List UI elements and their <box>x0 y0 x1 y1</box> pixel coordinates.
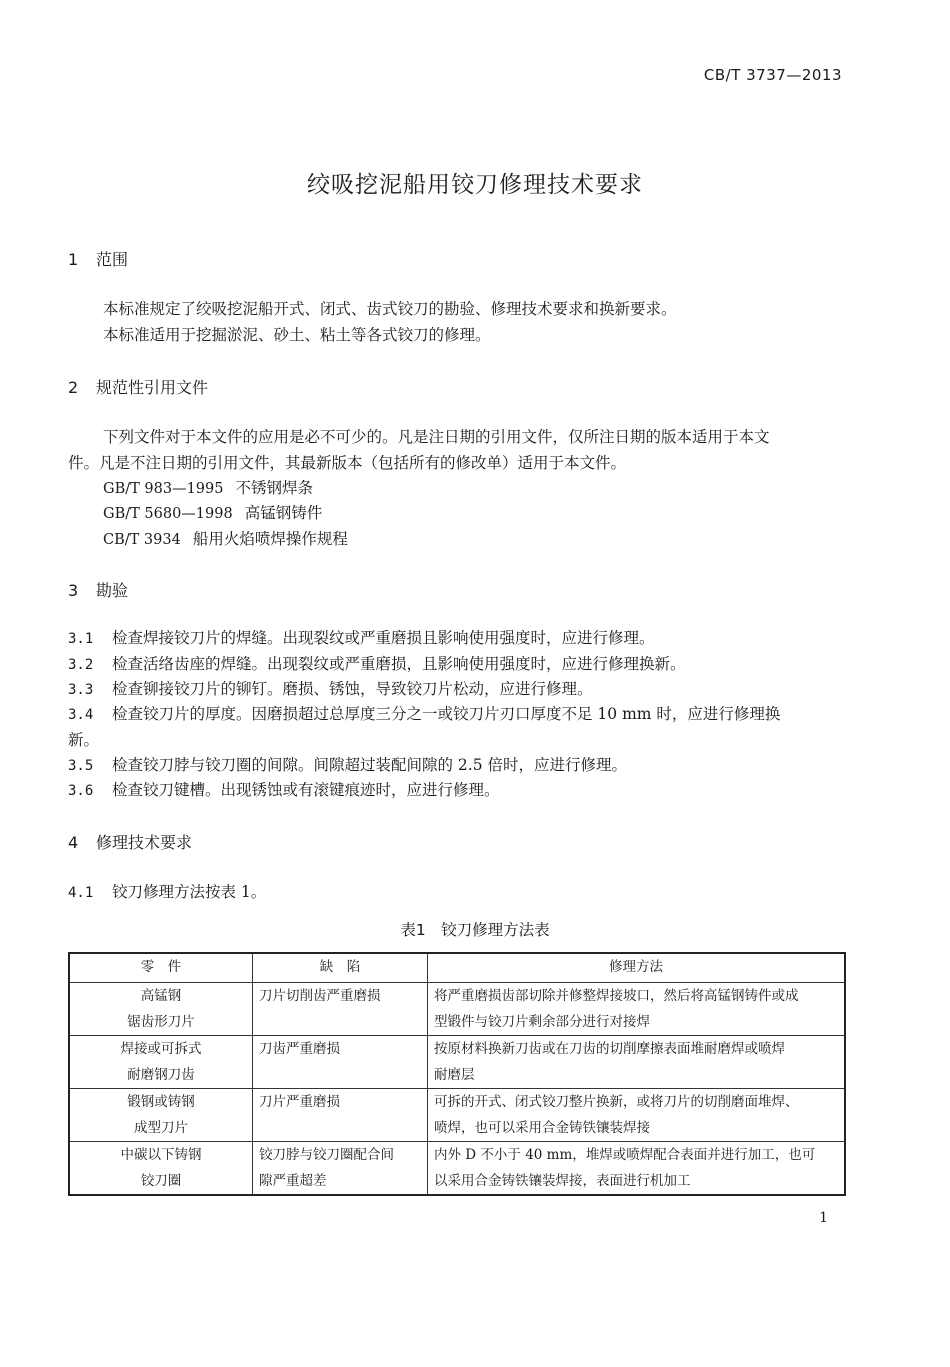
clause-number: 3.6 <box>68 783 94 799</box>
clause-item <box>68 652 686 674</box>
reference-item <box>103 476 313 498</box>
cell-line: 按原材料换新刀齿或在刀齿的切削摩擦表面堆耐磨焊或喷焊 <box>434 1041 785 1057</box>
section-title: 勘验 <box>96 581 129 600</box>
part-cell <box>69 1036 253 1089</box>
defect-cell <box>253 1142 428 1196</box>
section-number: 2 <box>68 378 79 397</box>
cell-line: 以采用合金铸铁镶装焊接，表面进行机加工 <box>434 1173 691 1189</box>
paragraph: 本标准规定了绞吸挖泥船开式、闭式、齿式铰刀的勘验、修理技术要求和换新要求。 <box>103 300 677 318</box>
clause-text: 检查铰刀脖与铰刀圈的间隙。间隙超过装配间隙的 2.5 倍时，应进行修理。 <box>112 756 628 774</box>
repair-method-table <box>68 952 846 1196</box>
table-row <box>69 1142 845 1196</box>
cell-line: 铰刀脖与铰刀圈配合间 <box>259 1147 394 1163</box>
cell-line: 喷焊，也可以采用合金铸铁镶装焊接 <box>434 1120 650 1136</box>
reference-name: 船用火焰喷焊操作规程 <box>192 530 348 548</box>
section-2-heading <box>68 375 208 398</box>
method-cell <box>428 1142 846 1196</box>
cell-line: 型锻件与铰刀片剩余部分进行对接焊 <box>434 1014 650 1030</box>
cell-line: 锯齿形刀片 <box>127 1014 195 1030</box>
cell-line: 锻钢或铸钢 <box>127 1094 195 1110</box>
cell-line: 将严重磨损齿部切除并修整焊接坡口，然后将高锰钢铸件或成 <box>434 988 799 1004</box>
table-header-row <box>69 953 845 983</box>
section-number: 3 <box>68 581 79 600</box>
section-title: 修理技术要求 <box>96 833 193 852</box>
paragraph: 本标准适用于挖掘淤泥、砂土、粘土等各式铰刀的修理。 <box>103 326 491 344</box>
method-cell <box>428 983 846 1036</box>
reference-item <box>103 501 322 523</box>
clause-item <box>68 626 655 648</box>
clause-number: 4.1 <box>68 885 94 901</box>
paragraph-continuation: 件。凡是不注日期的引用文件，其最新版本（包括所有的修改单）适用于本文件。 <box>68 454 627 472</box>
cell-line: 内外 D 不小于 40 mm，堆焊或喷焊配合表面并进行加工，也可 <box>434 1147 816 1163</box>
section-number: 1 <box>68 250 79 269</box>
clause-number: 3.5 <box>68 758 94 774</box>
method-cell <box>428 1089 846 1142</box>
column-header-method: 修理方法 <box>428 953 846 983</box>
clause-number: 3.4 <box>68 707 94 723</box>
method-cell <box>428 1036 846 1089</box>
clause-item <box>68 778 500 800</box>
reference-code: GB/T 983—1995 <box>103 481 224 497</box>
cell-line: 高锰钢 <box>140 988 182 1004</box>
part-cell <box>69 1142 253 1196</box>
table-title: 表1 铰刀修理方法表 <box>400 921 550 939</box>
section-title: 规范性引用文件 <box>96 378 209 397</box>
section-number: 4 <box>68 833 79 852</box>
clause-item <box>68 677 593 699</box>
cell-line: 铰刀圈 <box>140 1173 182 1189</box>
table-row <box>69 983 845 1036</box>
clause-number: 3.1 <box>68 631 94 647</box>
page-number: 1 <box>819 1210 828 1226</box>
cell-line: 耐磨层 <box>434 1067 475 1083</box>
clause-continuation: 新。 <box>68 731 100 749</box>
defect-cell <box>253 1036 428 1089</box>
reference-code: GB/T 5680—1998 <box>103 506 233 522</box>
cell-line: 隙严重超差 <box>259 1173 327 1189</box>
paragraph: 下列文件对于本文件的应用是必不可少的。凡是注日期的引用文件，仅所注日期的版本适用于本文 <box>103 428 770 446</box>
table-row <box>69 1089 845 1142</box>
clause-text: 检查铰刀键槽。出现锈蚀或有滚键痕迹时，应进行修理。 <box>112 781 500 799</box>
clause-text: 检查铆接铰刀片的铆钉。磨损、锈蚀，导致铰刀片松动，应进行修理。 <box>112 680 593 698</box>
column-header-defect: 缺 陷 <box>253 953 428 983</box>
reference-item <box>103 527 348 549</box>
clause-text: 检查铰刀片的厚度。因磨损超过总厚度三分之一或铰刀片刃口厚度不足 10 mm 时，应进行修理换 <box>112 705 781 723</box>
clause-item <box>68 753 627 775</box>
reference-name: 不锈钢焊条 <box>235 479 313 497</box>
clause-number: 3.3 <box>68 682 94 698</box>
cell-line: 刀片切削齿严重磨损 <box>259 988 381 1004</box>
table-row <box>69 1036 845 1089</box>
cell-line: 成型刀片 <box>134 1120 188 1136</box>
standard-code: CB/T 3737—2013 <box>703 66 842 84</box>
cell-line: 刀片严重磨损 <box>259 1094 340 1110</box>
cell-line: 中碳以下铸钢 <box>120 1147 202 1163</box>
part-cell <box>69 983 253 1036</box>
cell-line: 可拆的开式、闭式铰刀整片换新，或将刀片的切削磨面堆焊、 <box>434 1094 799 1110</box>
cell-line: 刀齿严重磨损 <box>259 1041 340 1057</box>
clause-item <box>68 702 780 724</box>
reference-code: CB/T 3934 <box>103 532 181 548</box>
clause-text: 检查焊接铰刀片的焊缝。出现裂纹或严重磨损且影响使用强度时，应进行修理。 <box>112 629 655 647</box>
cell-line: 耐磨钢刀齿 <box>127 1067 195 1083</box>
clause-text: 铰刀修理方法按表 1。 <box>112 883 267 901</box>
clause-text: 检查活络齿座的焊缝。出现裂纹或严重磨损，且影响使用强度时，应进行修理换新。 <box>112 655 686 673</box>
section-title: 范围 <box>96 250 129 269</box>
part-cell <box>69 1089 253 1142</box>
defect-cell <box>253 1089 428 1142</box>
section-3-heading <box>68 578 128 601</box>
defect-cell <box>253 983 428 1036</box>
clause-number: 3.2 <box>68 657 94 673</box>
section-4-heading <box>68 830 192 853</box>
cell-line: 焊接或可拆式 <box>120 1041 202 1057</box>
reference-name: 高锰钢铸件 <box>244 504 323 522</box>
clause-item <box>68 880 266 902</box>
document-title: 绞吸挖泥船用铰刀修理技术要求 <box>307 172 643 198</box>
section-1-heading <box>68 247 128 270</box>
column-header-part: 零 件 <box>69 953 253 983</box>
